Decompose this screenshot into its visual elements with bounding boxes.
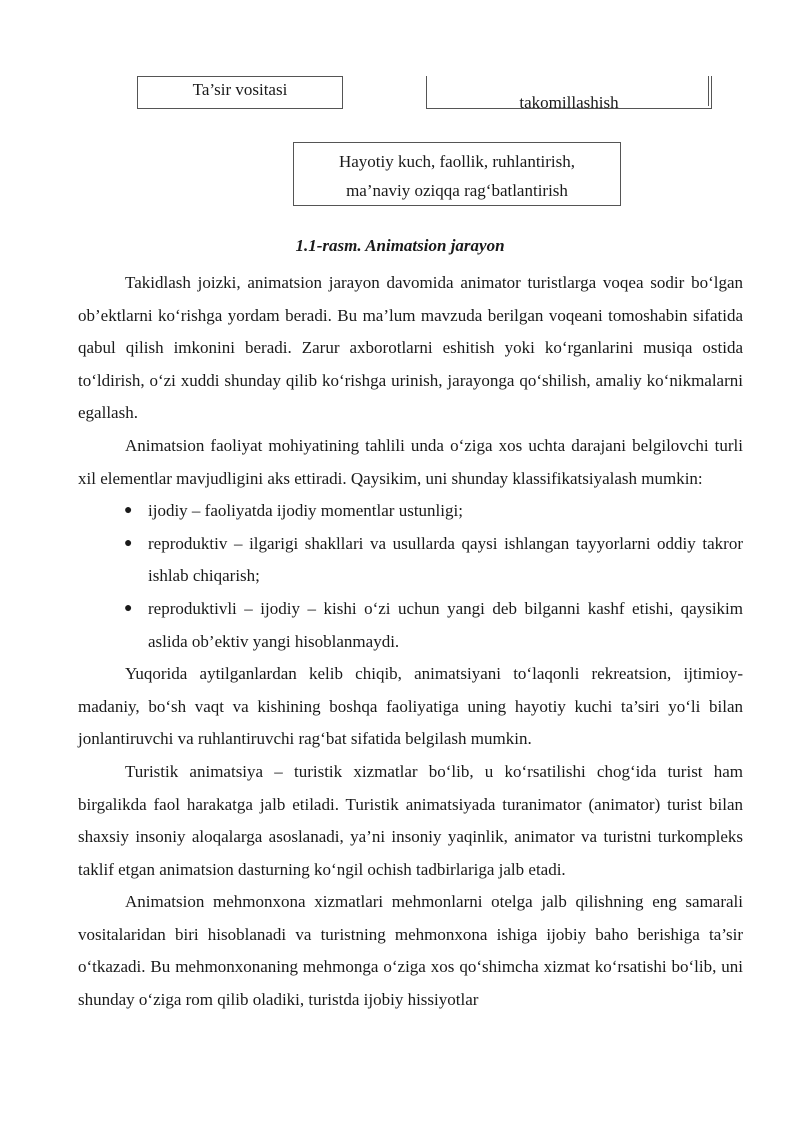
classification-list xyxy=(78,495,743,658)
paragraph-5: Animatsion mehmonxona xizmatlari mehmonlarni otelga jalb qilishning eng samarali vositalaridan biri hisoblanadi va turistning mehmonxona ishiga ijobiy baho berishiga ta’sir o‘tkazadi. Bu mehmonxonaning mehmonga o‘ziga xos qo‘shimcha xizmat ko‘rsatishi bo‘lib, uni shunday o‘ziga rom qilib oladiki, turistda ijobiy hissiyotlar xyxy=(78,892,743,1010)
diagram-box-influence-means-label: Ta’sir vositasi xyxy=(192,80,288,99)
bullet-icon: ● xyxy=(124,535,133,551)
diagram-box-vital-force-line1: Hayotiy kuch, faollik, ruhlantirish, xyxy=(338,152,576,171)
paragraph-1: Takidlash joizki, animatsion jarayon davomida animator turistlarga voqea sodir bo‘lgan ob’ektlarni ko‘rishga yordam beradi. Bu ma’lum mavzuda berilgan voqeani tomoshabin sifatida qabul qilish imkonini beradi. Zarur axborotlarni eshitish yoki ko‘rganlarini musiqa ostida to‘ldirish, o‘zi xuddi shunday qilib ko‘rishga urinish, jarayonga qo‘shilish, amaliy ko‘nikmalarni egallash. xyxy=(78,273,743,423)
bullet-icon: ● xyxy=(124,600,133,616)
diagram-box-improvement xyxy=(426,76,712,112)
list-item xyxy=(78,528,743,593)
paragraph-4: Turistik animatsiya – turistik xizmatlar bo‘lib, u ko‘rsatilishi chog‘ida turist ham birgalikda faol harakatga jalb etiladi. Turistik animatsiyada turanimator (animator) turist bilan shaxsiy insoniy aloqalarga asoslanadi, ya’ni insoniy yaqinlik, animator va turistni turkompleks taklif etgan animatsion dasturning ko‘ngil ochish tadbirlariga jalb etadi. xyxy=(78,761,743,879)
bullet-icon: ● xyxy=(124,503,133,519)
body-text xyxy=(78,267,743,1017)
diagram-box-vital-force-line2: ma’naviy oziqqa rag‘batlantirish xyxy=(346,181,568,200)
paragraph-3: Yuqorida aytilganlardan kelib chiqib, animatsiyani to‘laqonli rekreatsion, ijtimioy-madaniy, bo‘sh vaqt va kishining boshqa faoliyatiga uning hayotiy kuchi ta’siri yo‘li bilan jonlantiruvchi va ruhlantiruvchi rag‘bat sifatida belgilash mumkin. xyxy=(78,664,743,749)
list-item-text: ijodiy – faoliyatda ijodiy momentlar ustunligi; xyxy=(148,501,463,521)
diagram-box-edge xyxy=(708,76,709,106)
diagram-box-influence-means xyxy=(137,76,343,109)
list-item xyxy=(78,593,743,658)
paragraph-2: Animatsion faoliyat mohiyatining tahlili unda o‘ziga xos uchta darajani belgilovchi turli xil elementlar mavjudligini aks ettiradi. Qaysikim, uni shunday klassifikatsiyalash mumkin: xyxy=(78,435,743,488)
figure-caption: 1.1-rasm. Animatsion jarayon xyxy=(295,236,505,255)
diagram-box-vital-force xyxy=(293,142,621,206)
list-item-text: reproduktivli – ijodiy – kishi o‘zi uchun yangi deb bilganni kashf etishi, qaysikim aslida ob’ektiv yangi hisoblanmaydi. xyxy=(148,598,743,651)
diagram-box-improvement-label: takomillashish xyxy=(519,93,619,112)
list-item xyxy=(78,495,743,528)
list-item-text: reproduktiv – ilgarigi shakllari va usullarda qaysi ishlangan tayyorlarni oddiy takror ishlab chiqarish; xyxy=(148,533,743,586)
